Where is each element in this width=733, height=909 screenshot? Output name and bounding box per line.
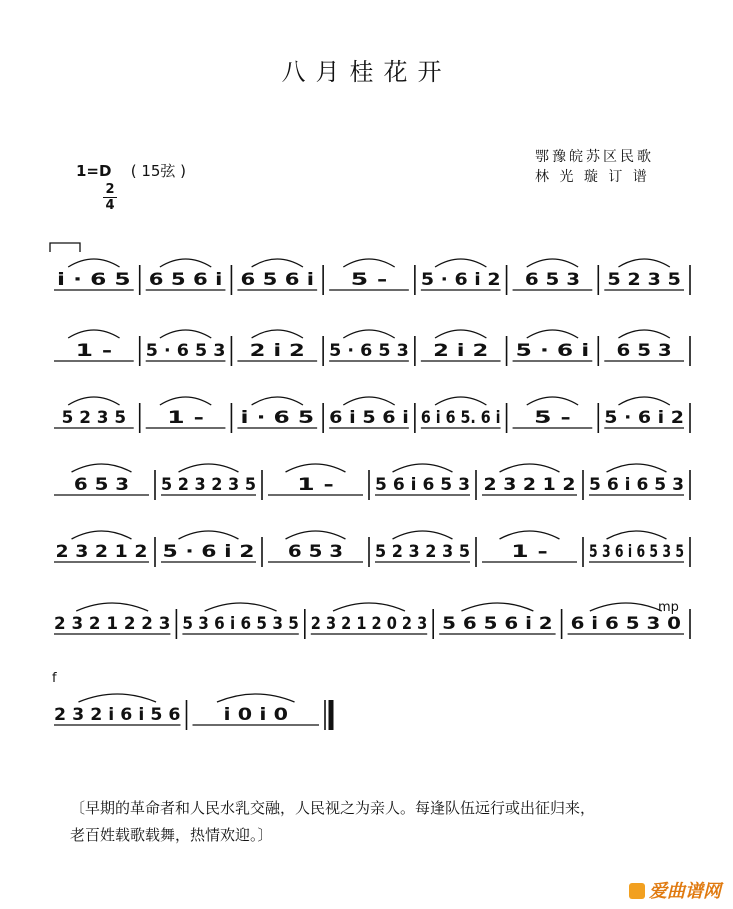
notation-bar: 6 i 6 5 3 0 [570, 614, 682, 634]
watermark-text: 爱曲谱网 [649, 881, 721, 902]
slur [607, 531, 667, 539]
slur [76, 603, 148, 611]
arranger-credit: 林 光 璇 订 谱 [535, 169, 650, 185]
slur [618, 397, 669, 405]
notation-bar: 5 6 i 6 5 3 [589, 475, 684, 495]
note-text-line-1: 〔早期的革命者和人民水乳交融，人民视之为亲人。每逢队伍远行或出征归来， [70, 799, 596, 817]
slur [618, 330, 669, 338]
dynamic-mp: mp [658, 600, 679, 615]
strings-label: ( 15弦 ) [130, 162, 187, 180]
note-text-line-2: 老百姓载歌载舞，热情欢迎。〕 [70, 826, 273, 844]
notation-bar: 5 3 6 i 6 5 3 5 [182, 614, 299, 634]
notation-bar: 5 · 6 5 3 [329, 341, 409, 361]
slur [435, 397, 486, 405]
notation-bar: 6 5 6 i [240, 270, 315, 290]
slur [435, 259, 486, 267]
slur [72, 531, 132, 539]
slur [252, 397, 303, 405]
slur [72, 464, 132, 472]
notation-bar: 6 5 3 [616, 341, 672, 361]
notation-bar: 1 - [75, 341, 113, 361]
slur [179, 464, 239, 472]
slur [333, 603, 405, 611]
slur [618, 259, 669, 267]
notation-bar: 5 · 6 5 3 [145, 341, 226, 361]
notation-bar: 5 3 6 i 6 5 3 5 [589, 542, 684, 562]
slur [500, 531, 560, 539]
notation-bar: 5 · 6 i 2 [420, 270, 501, 290]
slur [68, 330, 119, 338]
repeat-bracket [50, 243, 80, 252]
slur [590, 603, 662, 611]
dynamic-f: f [52, 671, 57, 686]
slur [217, 694, 295, 702]
slur [252, 330, 303, 338]
source-credit: 鄂豫皖苏区民歌 [535, 149, 654, 165]
slur [461, 603, 533, 611]
slur [343, 330, 394, 338]
slur [393, 531, 453, 539]
notation-bar: 5 - [350, 270, 388, 290]
notation-bar: 5 · 6 i 2 [162, 542, 255, 562]
slur [527, 330, 578, 338]
slur [393, 464, 453, 472]
notation-bar: 5 2 3 5 [607, 270, 681, 290]
notation-bar: 2 i 2 [249, 341, 305, 361]
key-label: 1=D [76, 162, 112, 180]
notation-bar: 1 - [297, 475, 334, 495]
slur [160, 259, 211, 267]
slur [68, 397, 119, 405]
slur [527, 397, 578, 405]
notation-bar: i · 6 5 [240, 408, 315, 428]
slur [435, 330, 486, 338]
notation-bar: i · 6 5 [57, 270, 131, 290]
notation-bar: 2 3 2 1 2 [483, 475, 576, 495]
site-logo [629, 877, 721, 903]
slur [179, 531, 239, 539]
time-sig-top: 2 [105, 182, 115, 197]
notation-bar: 6 5 3 [287, 542, 344, 562]
page-title: 八月桂花开 [281, 58, 452, 86]
notation-bar: 6 5 3 [73, 475, 130, 495]
slur [527, 259, 578, 267]
notation-bar: 6 5 3 [524, 270, 581, 290]
notation-bar: 5 6 i 6 5 3 [375, 475, 470, 495]
notation-bar: 6 i 6 5. 6 i [420, 408, 501, 428]
slur [252, 259, 303, 267]
notation-bar: 5 6 5 6 i 2 [442, 614, 553, 634]
slur [607, 464, 667, 472]
slur [286, 531, 346, 539]
notation-bar: 2 3 2 i 6 i 5 6 [54, 705, 181, 725]
notation-bar: 5 2 3 2 3 5 [161, 475, 256, 495]
notation-bar: 6 5 6 i [148, 270, 223, 290]
slur [343, 259, 394, 267]
notation-bar: 2 3 2 1 2 [55, 542, 148, 562]
notation-bar: 5 2 3 2 3 5 [375, 542, 470, 562]
slur [68, 259, 119, 267]
slur [286, 464, 346, 472]
slur [205, 603, 277, 611]
notation-bar: 2 i 2 [433, 341, 489, 361]
notation-bar: 5 · 6 i [515, 341, 590, 361]
notation-bar: 6 i 5 6 i [329, 408, 409, 428]
slur [160, 330, 211, 338]
notation-bar: 5 · 6 i 2 [604, 408, 685, 428]
notation-bar: 5 2 3 5 [61, 408, 127, 428]
logo-icon [629, 883, 645, 899]
notation-bar: 2 3 2 1 2 0 2 3 [310, 614, 428, 634]
notation-bar: 2 3 2 1 2 2 3 [54, 614, 171, 634]
slur [78, 694, 156, 702]
slur [343, 397, 394, 405]
slur [500, 464, 560, 472]
notation-bar: 1 - [511, 542, 548, 562]
notation-bar: 5 - [534, 408, 571, 428]
notation-bar: 1 - [167, 408, 204, 428]
slur [160, 397, 211, 405]
notation-bar: i 0 i 0 [223, 705, 289, 725]
time-sig-bottom: 4 [105, 198, 115, 213]
